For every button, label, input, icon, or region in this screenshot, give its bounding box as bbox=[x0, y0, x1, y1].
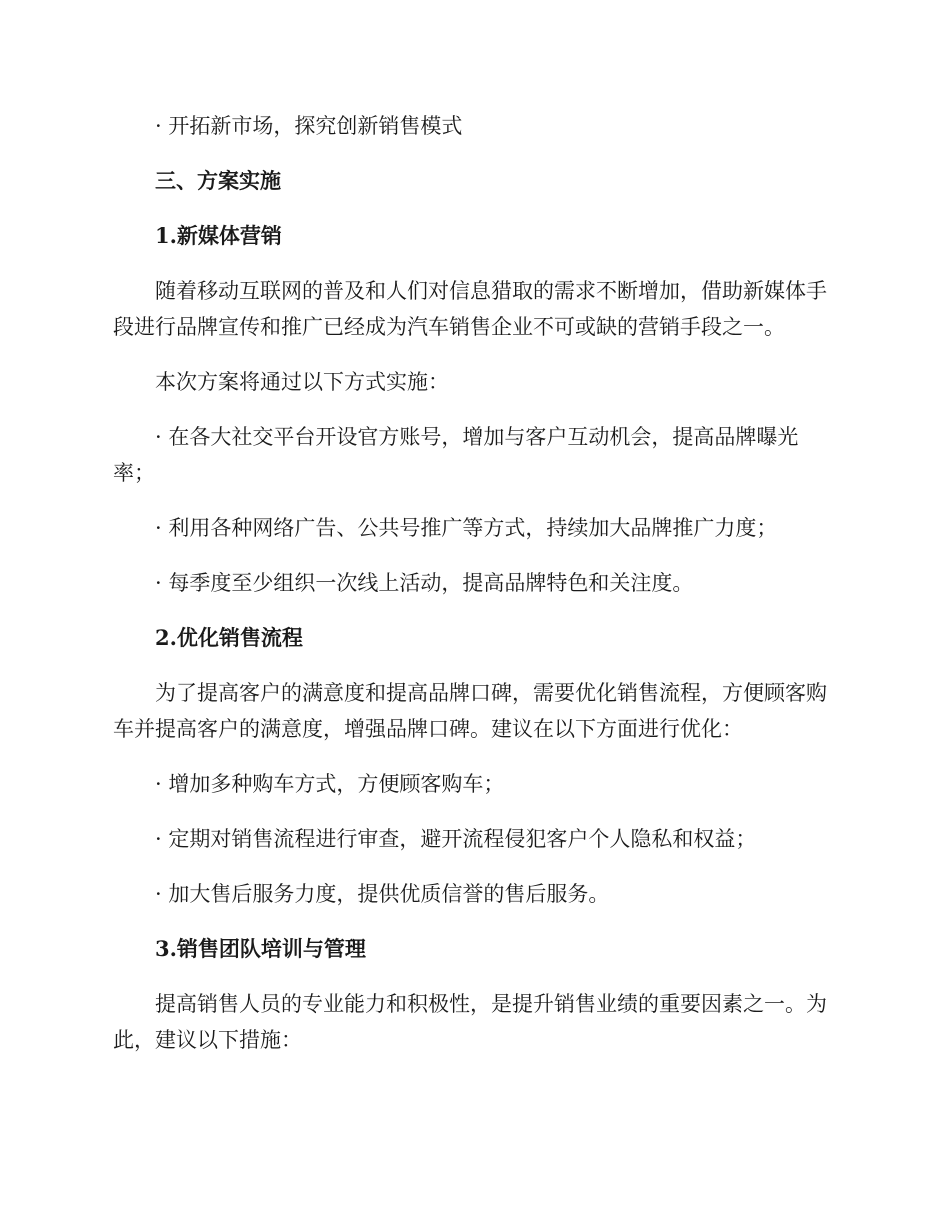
subheading-team-training: 3.销售团队培训与管理 bbox=[155, 936, 366, 961]
bullet-online-ads: · 利用各种网络广告、公共号推广等方式，持续加大品牌推广力度； bbox=[155, 516, 778, 540]
section-heading-implementation: 三、方案实施 bbox=[155, 168, 281, 193]
subheading-optimize-sales-process: 2.优化销售流程 bbox=[155, 625, 303, 650]
paragraph-team-training-intro: 提高销售人员的专业能力和积极性，是提升销售业绩的重要因素之一。为此，建议以下措施： bbox=[113, 992, 827, 1052]
bullet-new-market: · 开拓新市场，探究创新销售模式 bbox=[155, 114, 463, 138]
paragraph-new-media-intro: 随着移动互联网的普及和人们对信息猎取的需求不断增加，借助新媒体手段进行品牌宣传和推广已经成为汽车销售企业不可或缺的营销手段之一。 bbox=[113, 279, 827, 339]
bullet-after-sales: · 加大售后服务力度，提供优质信誉的售后服务。 bbox=[155, 882, 610, 906]
document-body bbox=[113, 108, 837, 1058]
bullet-social-accounts: · 在各大社交平台开设官方账号，增加与客户互动机会，提高品牌曝光率； bbox=[113, 425, 799, 485]
subheading-new-media-marketing: 1.新媒体营销 bbox=[155, 223, 282, 248]
paragraph-implementation-methods: 本次方案将通过以下方式实施： bbox=[155, 370, 449, 394]
bullet-process-review: · 定期对销售流程进行审查，避开流程侵犯客户个人隐私和权益； bbox=[155, 827, 757, 851]
bullet-purchase-methods: · 增加多种购车方式，方便顾客购车； bbox=[155, 772, 505, 796]
bullet-quarterly-events: · 每季度至少组织一次线上活动，提高品牌特色和关注度。 bbox=[155, 571, 694, 595]
paragraph-sales-process-intro: 为了提高客户的满意度和提高品牌口碑，需要优化销售流程，方便顾客购车并提高客户的满意度，增强品牌口碑。建议在以下方面进行优化： bbox=[113, 681, 827, 741]
